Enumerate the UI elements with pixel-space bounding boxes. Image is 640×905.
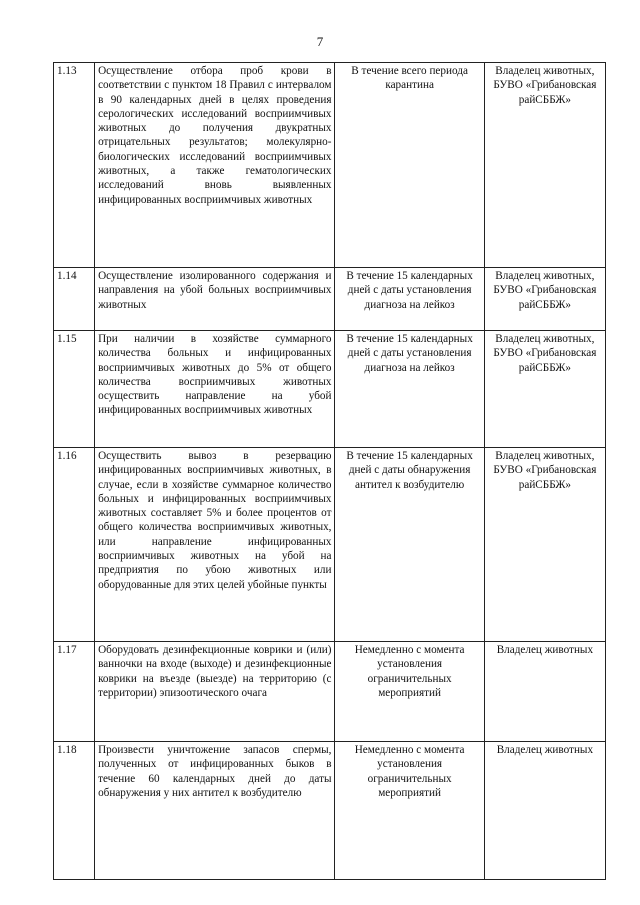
term-text: В течение 15 календарных дней с даты обнаружения антител к возбудителю [335, 448, 484, 642]
responsible-text: Владелец животных, БУВО «Грибановская райСББЖ» [484, 268, 605, 331]
row-number: 1.15 [54, 331, 95, 448]
table-row [54, 331, 606, 448]
measure-text: Произвести уничтожение запасов спермы, полученных от инфицированных быков в течение 60 календарных дней до даты обнаружения у них антител к возбудителю [95, 742, 335, 880]
measure-text: Оборудовать дезинфекционные коврики и (или) ванночки на входе (выходе) и дезинфекционные коврики на въезде (выезде) на территорию (с территории) эпизоотического очага [95, 642, 335, 742]
responsible-text: Владелец животных [484, 642, 605, 742]
responsible-text: Владелец животных [484, 742, 605, 880]
responsible-text: Владелец животных, БУВО «Грибановская райСББЖ» [484, 331, 605, 448]
table-row [54, 642, 606, 742]
responsible-text: Владелец животных, БУВО «Грибановская райСББЖ» [484, 448, 605, 642]
row-number: 1.16 [54, 448, 95, 642]
measure-text: Осуществить вывоз в резервацию инфицированных восприимчивых животных, в случае, если в хозяйстве суммарное количество больных и инфицированных восприимчивых животных составляет 5% и более процентов от общего количества восприимчивых животных, или направление инфицированных восприимчивых животных на убой на предприятия по убою животных или оборудованные для этих целей убойные пункты [95, 448, 335, 642]
measure-text: Осуществление отбора проб крови в соответствии с пунктом 18 Правил с интервалом в 90 календарных дней в целях проведения серологических исследований восприимчивых животных до получения двукратных отрицательных результатов; молекулярно-биологических исследований восприимчивых животных, а также гематологических исследований вновь выявленных инфицированных восприимчивых животных [95, 63, 335, 268]
measures-table [53, 62, 606, 880]
table-row [54, 63, 606, 268]
table-row [54, 268, 606, 331]
term-text: В течение всего периода карантина [335, 63, 484, 268]
row-number: 1.14 [54, 268, 95, 331]
table-row [54, 448, 606, 642]
term-text: Немедленно с момента установления ограничительных мероприятий [335, 642, 484, 742]
page-number: 7 [316, 34, 324, 49]
term-text: В течение 15 календарных дней с даты установления диагноза на лейкоз [335, 331, 484, 448]
measure-text: Осуществление изолированного содержания и направления на убой больных восприимчивых животных [95, 268, 335, 331]
term-text: В течение 15 календарных дней с даты установления диагноза на лейкоз [335, 268, 484, 331]
row-number: 1.18 [54, 742, 95, 880]
measure-text: При наличии в хозяйстве суммарного количества больных и инфицированных восприимчивых животных до 5% от общего количества восприимчивых животных осуществить направление на убой инфицированных восприимчивых животных [95, 331, 335, 448]
table-row [54, 742, 606, 880]
row-number: 1.17 [54, 642, 95, 742]
row-number: 1.13 [54, 63, 95, 268]
term-text: Немедленно с момента установления ограничительных мероприятий [335, 742, 484, 880]
responsible-text: Владелец животных, БУВО «Грибановская райСББЖ» [484, 63, 605, 268]
